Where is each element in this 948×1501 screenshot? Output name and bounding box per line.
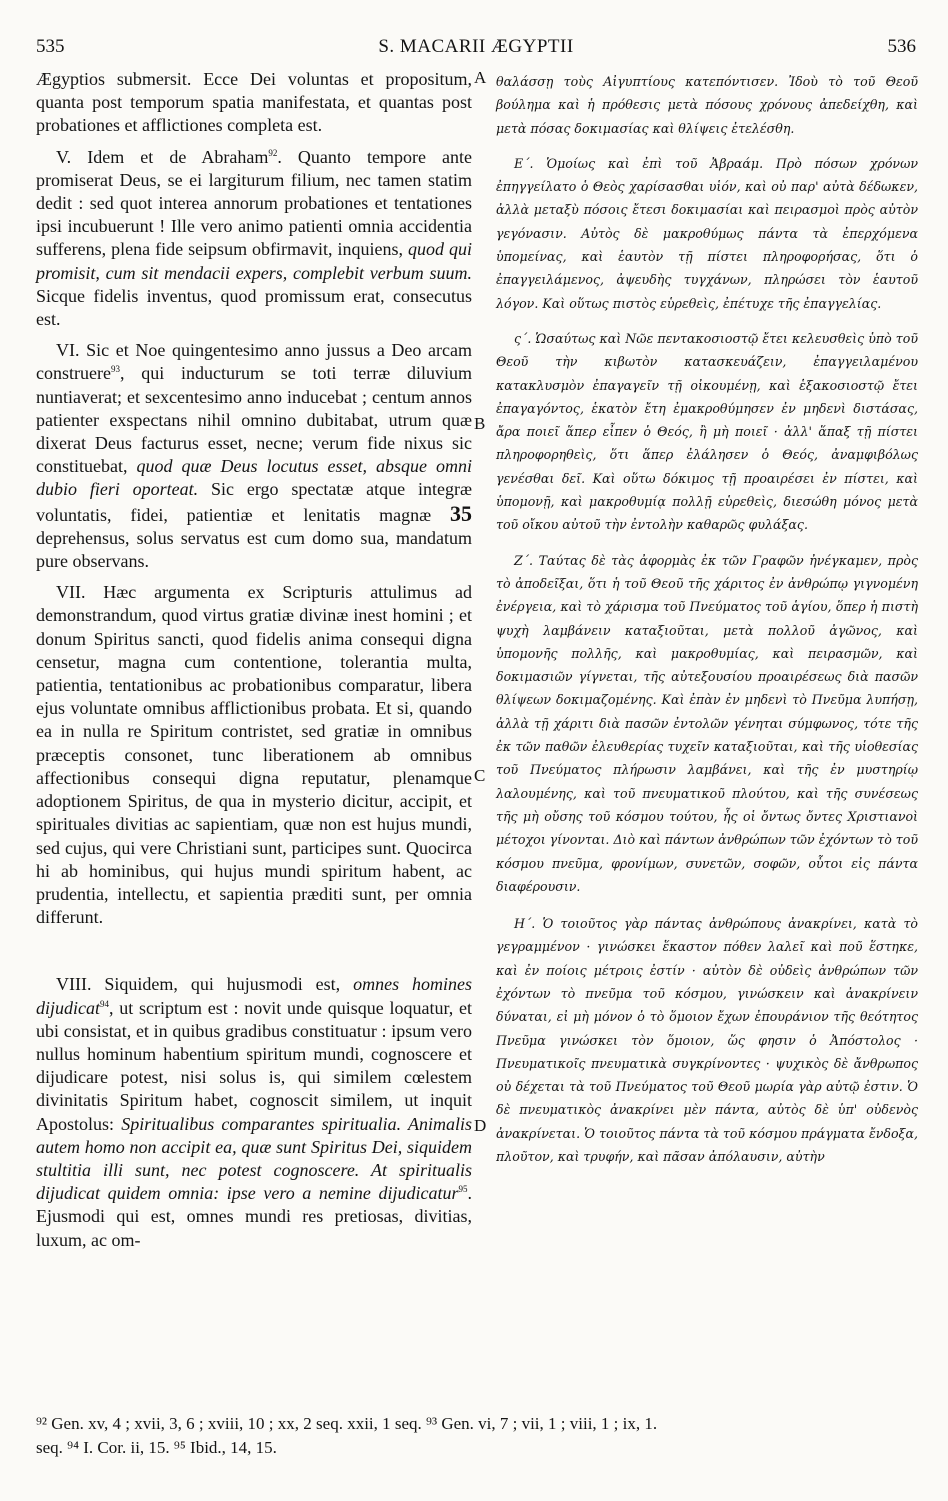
footnote-line-1: ⁹² Gen. xv, 4 ; xvii, 3, 6 ; xviii, 10 ; xx, 2 seq. xxii, 1 seq. ⁹³ Gen. vi, 7 ; vii, 1 ; viii, 1 ; ix, 1. [36, 1414, 658, 1433]
latin-paragraph-2 [36, 146, 472, 332]
latin-p3-text-b: , qui inducturum se toti terræ diluvium nuntiaverat; et sexcentesimo anno inducebat ; centum annos patienter exspectans nihil omnino dubitabat, utrum quæ dixerat Deus facturus esset, necne; verum fide nixus sic constituebat, [36, 363, 472, 477]
page-header [36, 36, 916, 64]
latin-paragraph-1: Ægyptios submersit. Ecce Dei voluntas et propositum, quanta post temporum spatia manifestata, et quantas post probationes et afflictiones completa est. [36, 69, 472, 136]
latin-p2-text-a: V. Idem et de Abraham [56, 146, 269, 167]
page-number-left: 535 [36, 36, 65, 57]
column-number: 35 [450, 500, 472, 526]
greek-paragraph-2: Ε΄. Ὁμοίως καὶ ἐπὶ τοῦ Ἀβραάμ. Πρὸ πόσων χρόνων ἐπηγγείλατο ὁ Θεὸς χαρίσασθαι υἱόν, καὶ οὐ παρ' αὐτὰ δέδωκεν, ἀλλὰ μεταξὺ πόσοις ἔτεσι δοκιμασίαι καὶ πειρασμοὶ πρὸς αὐτὸν γεγόνασιν. Αὐτὸς δὲ μακροθύμως πάντα τὰ ἐπερχόμενα ὑπομείνας, καὶ ἑαυτὸν τῇ πίστει πληροφορήσας, ὅτι ὁ ἐπαγγειλάμενος, ἀψευδὴς τυγχάνων, πληρώσει τὸν ἑαυτοῦ λόγον. Καὶ οὕτως πιστὸς εὑρεθεὶς, ἐπέτυχε τῆς ἐπαγγελίας. [496, 155, 918, 311]
footnote-ref-92: 92 [268, 147, 278, 158]
latin-p3-text-a: VI. Sic et Noe quingentesimo anno jussus a Deo arcam construere [36, 340, 472, 384]
footnote-line-2: seq. ⁹⁴ I. Cor. ii, 15. ⁹⁵ Ibid., 14, 15. [36, 1438, 277, 1457]
latin-p5-text-a: VIII. Siquidem, qui hujusmodi est, [56, 974, 354, 995]
footnotes [36, 1412, 916, 1460]
greek-paragraph-3: ς΄. Ὡσαύτως καὶ Νῶε πεντακοσιοστῷ ἔτει κελευσθεὶς ὑπὸ τοῦ Θεοῦ τὴν κιβωτὸν κατασκευάζειν, ἐπαγγειλαμένου κατακλυσμὸν ἐπαγαγεῖν τῇ οἰκουμένῃ, καὶ ἑξακοσιοστῷ ἔτει ἐπαγαγόντος, ἑκατὸν ἔτη ἐμακροθύμησεν ἐν μηδενὶ διστάσας, ἄρα ποιεῖ ἅπερ εἶπεν ὁ Θεός, ἢ μὴ ποιεῖ · ἀλλ' ἅπαξ τῇ πίστει πληροφορηθεὶς, ὅτι ἅπερ ἐλάλησεν ὁ Θεός, ἀναμφιβόλως γενέσθαι δεῖ. Καὶ οὕτω δόκιμος τῇ προαιρέσει ἐν πίστει, καὶ ὑπομονῇ, καὶ μακροθυμίᾳ πολλῇ εὑρεθεὶς, διεσώθη μόνος μετὰ τοῦ οἴκου αὐτοῦ τὴν ἐντολὴν καθαρῶς φυλάξας. [496, 330, 918, 533]
greek-paragraph-5: Η΄. Ὁ τοιοῦτος γὰρ πάντας ἀνθρώπους ἀνακρίνει, κατὰ τὸ γεγραμμένον · γινώσκει ἕκαστον πόθεν λαλεῖ καὶ ποῦ ἕστηκε, καὶ ἐν ποίοις μέτροις ἐστίν · αὐτὸν δὲ οὐδεὶς ἀνθρώπων τῶν ἐχόντων τὸ πνεῦμα τοῦ κόσμου, γινώσκειν καὶ ἀνακρίνειν δύναται, εἰ μὴ μόνον ὁ τὸ ὅμοιον ἔχων ἐπουράνιον τῆς θεότητος Πνεῦμα γινώσκει τὸν ὅμοιον, ὥς φησιν ὁ Ἀπόστολος · Πνευματικοῖς πνευματικὰ συγκρίνοντες · ψυχικὸς δὲ ἄνθρωπος οὐ δέχεται τὰ τοῦ Πνεύματος τοῦ Θεοῦ μωρία γὰρ αὐτῷ ἐστιν. Ὁ δὲ πνευματικὸς ἀνακρίνει μὲν πάντα, αὐτὸς δὲ ὑπ' οὐδενὸς ἀνακρίνεται. Ὁ τοιοῦτος πάντα τὰ τοῦ κόσμου πράγματα ἔνδοξα, πλοῦτον, καὶ τρυφήν, καὶ πᾶσαν ἀπόλαυσιν, αὐτὴν [496, 916, 918, 1165]
page-number-right: 536 [887, 36, 916, 57]
latin-p3-text-d: deprehensus, solus servatus est cum domo sua, mandatum pure observans. [36, 527, 472, 572]
margin-marker-b: B [474, 414, 486, 433]
latin-paragraph-5 [36, 973, 472, 1251]
latin-p5-quotation-2: Spiritualibus comparantes spiritualia. Animalis autem homo non accipit ea, quæ sunt Spiritus Dei, siquidem stultitia illi sunt, nec potest cognoscere. At spiritualis dijudicat quidem omnia: ipse vero a nemine dijudicatur [36, 1113, 472, 1204]
greek-column [496, 70, 918, 1168]
latin-paragraph-3 [36, 339, 472, 573]
running-title: S. MACARII ÆGYPTII [378, 36, 574, 57]
margin-marker-c: C [474, 766, 486, 785]
footnote-ref-93: 93 [110, 364, 120, 375]
latin-p5-text-b: , ut scriptum est : novit unde quisque loquatur, et ubi consistat, et in quibus gradibus constituatur : ipsum vero nullus hominum habentium spiritum mundi, cognoscere et dijudicare potest, nisi solus is, qui similem cœlestem divinitatis Spiritum habet, cognoscit similem, ut inquit Apostolus: [36, 997, 472, 1134]
latin-p2-text-c: Sicque fidelis inventus, quod promissum erat, consecutus est. [36, 285, 472, 330]
latin-paragraph-4: VII. Hæc argumenta ex Scripturis attulimus ad demonstrandum, quod virtus gratiæ divinæ inest homini ; et donum Spiritus sancti, quod fidelis anima consequi digna censetur, magna cum contentione, tolerantia multa, patientia, tentationibus ac probationibus comparatur, libera ejus voluntate omnibus afflictionibus probata. Et si, quando ea in nulla re Spiritum contristet, sed gratiæ in omnibus præceptis consonet, tunc liberationem ab omnibus affectionibus consequi digna reputatur, plenamque adoptionem Spiritus, de qua in mysterio dicitur, accipit, et spirituales divitias ac sapientiam, quæ non est hujus mundi, sed cujus, qui vere Christiani sunt, participes sunt. Quocirca hi ab hominibus, qui hujus mundi spiritum habent, ac prudentia, intellectu, et sapientia præditi sunt, per omnia differunt. [36, 582, 472, 928]
latin-p2-quotation: quod qui promisit, cum sit mendacii expers, complebit verbum suum. [36, 239, 472, 283]
latin-column [36, 68, 472, 1252]
latin-p5-quotation-1: omnes homines dijudicat [36, 974, 472, 1018]
footnote-ref-95: 95 [458, 1184, 468, 1195]
latin-p3-quotation: quod quæ Deus locutus esset, absque omni dubio fieri oporteat. [36, 456, 472, 500]
greek-paragraph-4: Ζ΄. Ταύτας δὲ τὰς ἀφορμὰς ἐκ τῶν Γραφῶν ἠνέγκαμεν, πρὸς τὸ ἀποδεῖξαι, ὅτι ἡ τοῦ Θεοῦ τῆς χάριτος ἐν ἀνθρώπῳ γιγνομένη ἐνέργεια, καὶ τὸ χάρισμα τοῦ Πνεύματος τοῦ ἁγίου, ὅπερ ἡ πιστὴ ψυχὴ λαμβάνειν καταξιοῦται, μετὰ πολλοῦ ἀγῶνος, καὶ ὑπομονῆς πολλῆς, καὶ μακροθυμίας, καὶ πειρασμῶν, καὶ δοκιμασιῶν γίγνεται, τῆς αὐτεξουσίου προαιρέσεως διὰ πασῶν θλίψεων δοκιμαζομένης. Καὶ ἐπὰν ἐν μηδενὶ τὸ Πνεῦμα λυπήσῃ, ἀλλὰ τῇ χάριτι διὰ πασῶν ἐντολῶν γένηται σύμφωνος, τότε τῆς ἐκ τῶν παθῶν ἐλευθερίας τυχεῖν καταξιοῦται, καὶ τῆς υἱοθεσίας τοῦ Πνεύματος πλήρωσιν λαμβάνει, καὶ τῆς ἐν μυστηρίῳ λαλουμένης, καὶ τοῦ πνευματικοῦ πλούτου, καὶ τῆς συνέσεως τῆς μὴ οὔσης τοῦ κόσμου τούτου, ἧς οἱ ὄντως ὄντες Χριστιανοὶ μέτοχοι γίνονται. Διὸ καὶ πάντων ἀνθρώπων τῶν ἐχόντων τὸ τοῦ κόσμου πνεῦμα, φρονίμων, συνετῶν, σοφῶν, οὗτοι εἰς πάντα διαφέρουσιν. [496, 552, 918, 894]
latin-p5-text-c: . Ejusmodi qui est, omnes mundi res pretiosas, divitias, luxum, ac om- [36, 1183, 472, 1250]
latin-p2-text-b: . Quanto tempore ante promiserat Deus, se ei largiturum filium, nec tamen statim dedit : sed quot interea annorum probationes et tentationes ipsi incubuerunt ! Ille vero animo patienti omnia accidentia sufferens, plena fide seipsum obfirmavit, inquiens, [36, 146, 472, 260]
greek-paragraph-1: θαλάσσῃ τοὺς Αἰγυπτίους κατεπόντισεν. Ἰδοὺ τὸ τοῦ Θεοῦ βούλημα καὶ ἡ πρόθεσις μετὰ πόσους χρόνους ἀπεδείχθη, καὶ μετὰ πόσας δοκιμασίας καὶ θλίψεις ἐτελέσθη. [496, 74, 918, 136]
margin-marker-a: A [474, 68, 487, 87]
latin-p3-text-c: Sic ergo spectatæ atque integræ voluntatis, fidei, patientiæ et lenitatis magnæ [36, 479, 472, 525]
footnote-ref-94: 94 [100, 998, 109, 1009]
margin-marker-d: D [474, 1116, 487, 1135]
